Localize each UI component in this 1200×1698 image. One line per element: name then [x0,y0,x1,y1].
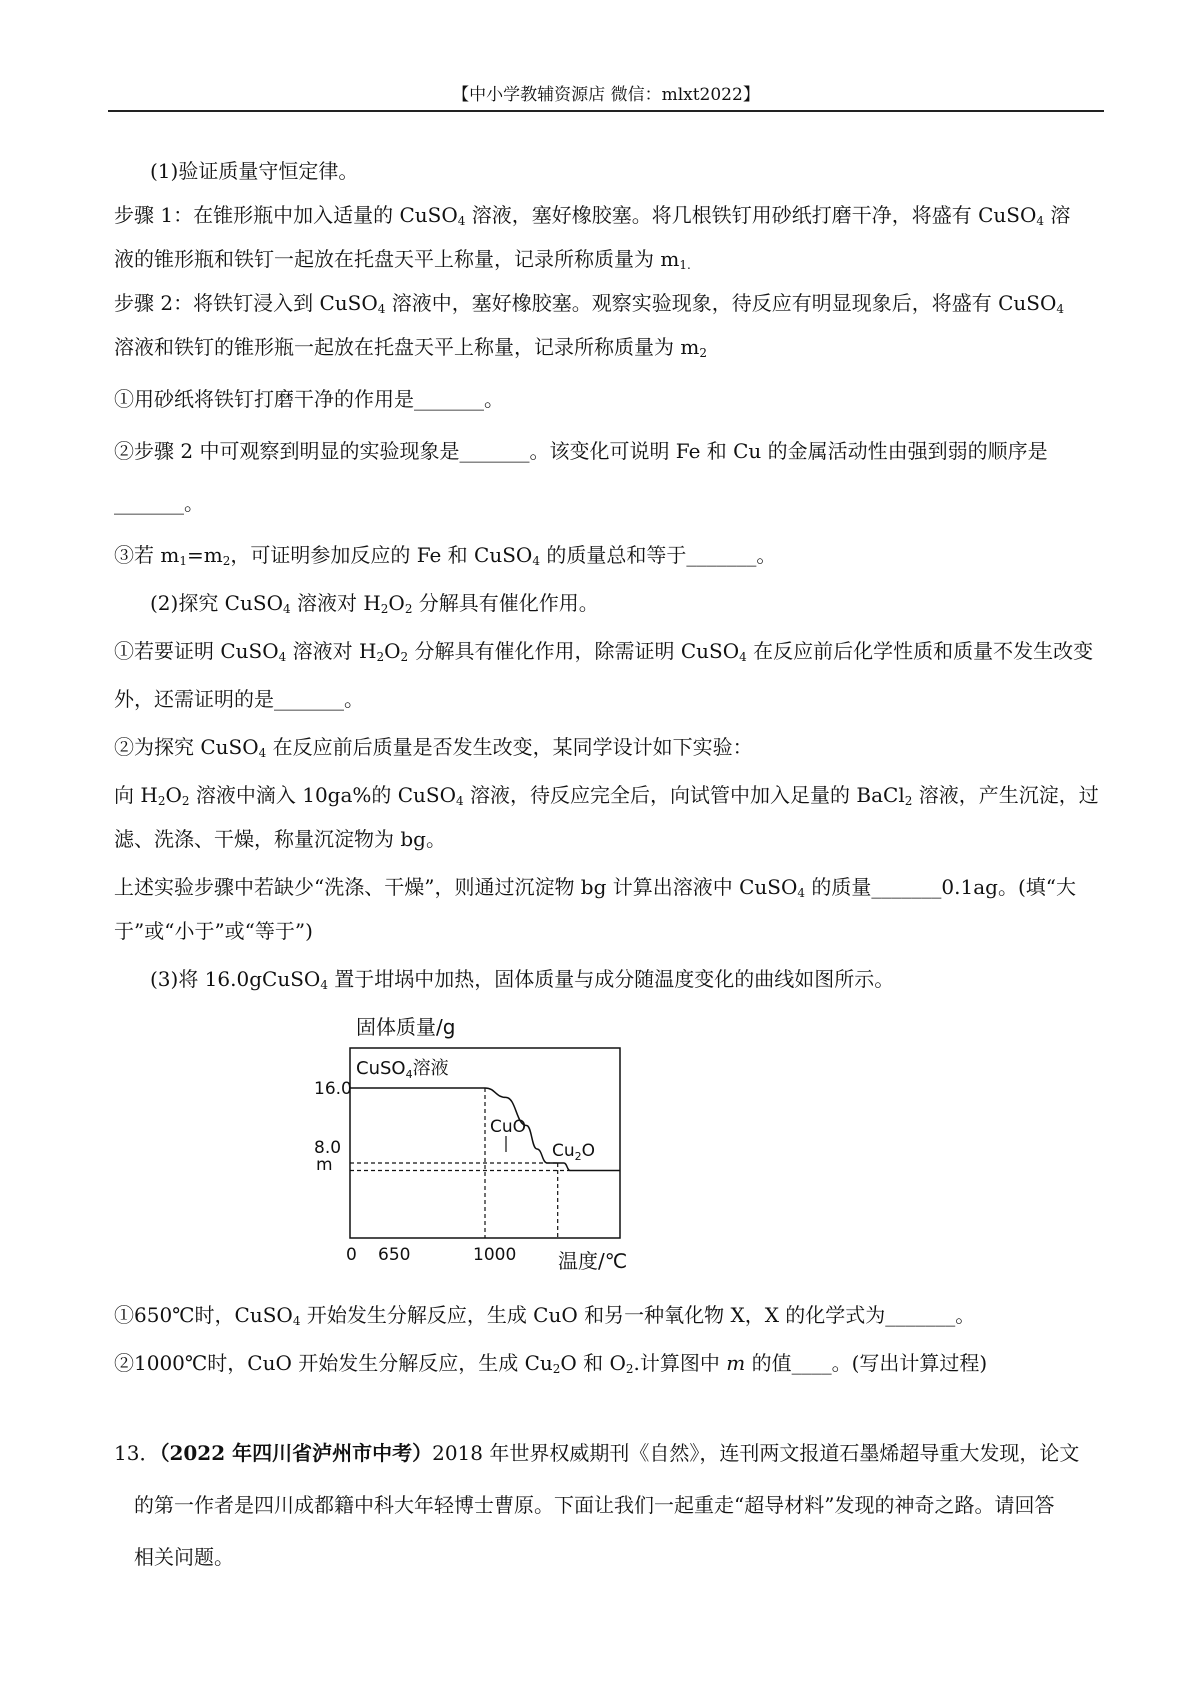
part2-question1-line2: 外，还需证明的是_______。 [114,687,364,711]
part3-question2: ②1000℃时，CuO 开始发生分解反应，生成 $Cu_2O$ 和 $O_2$.计算图中 m 的值____。(写出计算过程) [114,1351,988,1376]
chart-label-cuso4: CuSO$_4$溶液 [356,1058,449,1081]
chart-ytick-16: 16.0 [314,1079,352,1099]
step1-line2: 液的锥形瓶和铁钉一起放在托盘天平上称量，记录所称质量为 $m_{1.}$ [114,247,691,272]
part2-question2: ②为探究 CuSO$_4$ 在反应前后质量是否发生改变，某同学设计如下实验： [114,735,753,760]
question-2-line1: ②步骤 2 中可观察到明显的实验现象是_______。该变化可说明 Fe 和 Cu 的金属活动性由强到弱的顺序是 [114,439,1048,463]
question-13-line3: 相关问题。 [134,1545,234,1569]
chart-ylabel: 固体质量/g [356,1015,456,1039]
question-3: ③若 $m_1=m_2$，可证明参加反应的 Fe 和 CuSO$_4$ 的质量总和等于_______。 [114,543,777,568]
step1-line1: 步骤 1：在锥形瓶中加入适量的 CuSO$_4$ 溶液，塞好橡胶塞。将几根铁钉用砂纸打磨干净，将盛有 CuSO$_4$ 溶 [114,203,1071,228]
part2-conclusion-line1: 上述实验步骤中若缺少“洗涤、干燥”，则通过沉淀物 bg 计算出溶液中 CuSO$_4$ 的质量_______0.1ag。(填“大 [114,875,1076,900]
page-header: 【中小学教辅资源店 微信：mlxt2022】 [452,85,760,105]
part2-question1-line1: ①若要证明 CuSO$_4$ 溶液对 $H_2O_2$ 分解具有催化作用，除需证明 CuSO$_4$ 在反应前后化学性质和质量不发生改变 [114,639,1094,664]
chart-xlabel: 温度/℃ [558,1249,628,1273]
part2-experiment-line1: 向 $H_2O_2$ 溶液中滴入 10ga%的 CuSO$_4$ 溶液，待反应完全后，向试管中加入足量的 BaCl$_2$ 溶液，产生沉淀，过 [114,783,1099,808]
question-13-line2: 的第一作者是四川成都籍中科大年轻博士曹原。下面让我们一起重走“超导材料”发现的神奇之路。请回答 [134,1493,1055,1517]
mass-temperature-chart [314,1012,650,1273]
chart-xtick-650: 650 [378,1245,411,1265]
question-13-line1: 13．（2022 年四川省泸州市中考）2018 年世界权威期刊《自然》，连刊两文报道石墨烯超导重大发现，论文 [114,1441,1080,1465]
step2-line2: 溶液和铁钉的锥形瓶一起放在托盘天平上称量，记录所称质量为 $m_2$ [114,335,707,360]
chart-guide-lines [350,1088,570,1238]
question-1: ①用砂纸将铁钉打磨干净的作用是_______。 [114,387,504,411]
part3-question1: ①650℃时，CuSO$_4$ 开始发生分解反应，生成 CuO 和另一种氧化物 X，X 的化学式为_______。 [114,1303,976,1328]
part2-title: (2)探究 CuSO$_4$ 溶液对 $H_2O_2$ 分解具有催化作用。 [150,591,599,616]
chart-label-cuo: CuO [490,1117,527,1137]
chart-ytick-m: m [316,1155,333,1175]
step2-line1: 步骤 2：将铁钉浸入到 CuSO$_4$ 溶液中，塞好橡胶塞。观察实验现象，待反应有明显现象后，将盛有 CuSO$_4$ [114,291,1065,316]
part2-conclusion-line2: 于”或“小于”或“等于”) [114,919,313,943]
part2-experiment-line2: 滤、洗涤、干燥，称量沉淀物为 bg。 [114,827,446,851]
part3-title: (3)将 16.0gCuSO$_4$ 置于坩埚中加热，固体质量与成分随温度变化的曲线如图所示。 [150,967,895,992]
chart-xtick-1000: 1000 [473,1245,517,1265]
chart-ytick-8: 8.0 [314,1138,342,1158]
part1-title: (1)验证质量守恒定律。 [150,159,359,183]
chart-xtick-0: 0 [346,1245,357,1265]
chart-label-cu2o: $Cu_2O$ [552,1141,596,1163]
header-divider [108,110,1104,112]
question-2-line2: _______。 [114,491,204,515]
